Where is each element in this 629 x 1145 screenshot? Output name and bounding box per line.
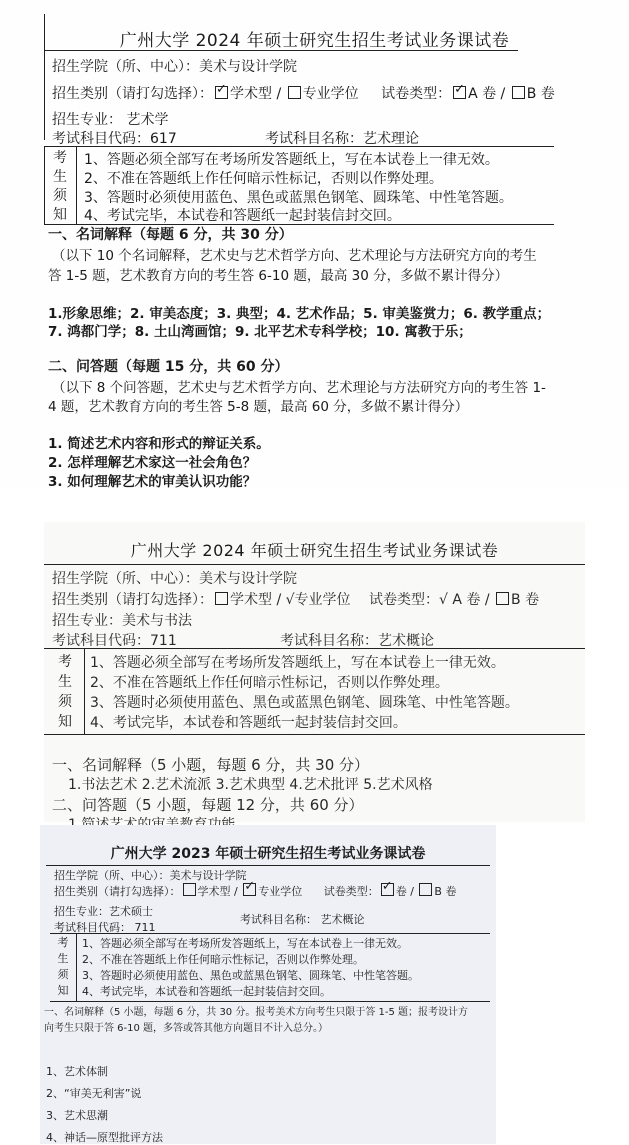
- notice-item: 2、不准在答题纸上作任何暗示性标记，否则以作弊处理。: [84, 171, 443, 187]
- subject-name: 考试科目名称： 艺术概论: [240, 913, 365, 926]
- separator: /: [272, 86, 286, 102]
- exam-paper-2024-art-introduction: [44, 522, 585, 822]
- notice-bottom-border: [44, 734, 585, 735]
- option-professional: 专业学位: [258, 885, 303, 898]
- paper-title: 广州大学 2024 年硕士研究生招生考试业务课试卷: [119, 31, 510, 51]
- section-1-instructions: 一、名词解释（5 小题，每题 6 分，共 30 分。报考美术方向考生只限于答 1-5 题；报考设计方: [44, 1007, 469, 1018]
- college-field: 招生学院（所、中心）：美术与设计学院: [54, 869, 247, 882]
- option-professional: 专业学位: [294, 592, 351, 608]
- notice-item: 3、答题时必须使用蓝色、黑色或蓝黑色钢笔、圆珠笔、中性笔答题。: [90, 695, 519, 711]
- notice-heading: 考 生 须 知: [58, 654, 72, 730]
- term-item: 3、艺术思潮: [46, 1109, 108, 1122]
- option-academic: 学术型: [197, 885, 231, 898]
- paper-b-option: B 卷: [511, 592, 540, 608]
- category-row: 招生类别（请打勾选择）： 学术型 / ✓专业学位 试卷类型：✓ 卷 / B 卷: [54, 883, 456, 899]
- question-item: 2. 怎样理解艺术家这一社会角色？: [48, 455, 257, 471]
- notice-item: 1、答题必须全部写在考场所发答题纸上，写在本试卷上一律无效。: [84, 152, 499, 168]
- subject-code: 考试科目代码： 711: [54, 921, 156, 934]
- divider: [44, 50, 518, 51]
- option-academic: 学术型: [230, 592, 272, 608]
- separator: /: [230, 885, 242, 898]
- checkbox-professional-checked[interactable]: [243, 883, 256, 896]
- checkbox-paper-a-checked[interactable]: [381, 883, 394, 896]
- notice-item: 4、考试完毕，本试卷和答题纸一起封装信封交回。: [84, 208, 401, 224]
- notice-heading: 考 生 须 知: [53, 150, 67, 223]
- checkbox-academic-checked[interactable]: [215, 86, 228, 99]
- notice-item: 1、答题必须全部写在考场所发答题纸上，写在本试卷上一律无效。: [82, 937, 408, 950]
- checkbox-paper-b[interactable]: [496, 592, 509, 605]
- paper-a-option: A 卷: [468, 86, 497, 102]
- section-1-instructions: （以下 10 个名词解释，艺术史与艺术哲学方向、艺术理论与方法研究方向的考生: [52, 248, 537, 264]
- divider: [44, 14, 45, 140]
- term-item: 4、神话—原型批评方法: [46, 1131, 163, 1144]
- checkbox-professional[interactable]: [288, 86, 301, 99]
- notice-item: 1、答题必须全部写在考场所发答题纸上，写在本试卷上一律无效。: [90, 655, 505, 671]
- section-1-instructions: 向考生只限于答 6-10 题，多答或答其他方向题目不计入总分。）: [44, 1023, 329, 1034]
- notice-item: 3、答题时必须使用蓝色、黑色或蓝黑色钢笔、圆珠笔、中性笔答题。: [82, 969, 419, 982]
- section-2-instructions: 4 题，艺术教育方向的考生答 5-8 题，最高 60 分，多做不累计得分）: [48, 399, 469, 415]
- notice-inner-border: [76, 146, 77, 224]
- subject-name: 考试科目名称：艺术理论: [265, 131, 419, 147]
- term-item: 1、艺术体制: [46, 1065, 108, 1078]
- college-field: 招生学院（所、中心）：美术与设计学院: [52, 571, 297, 587]
- exam-paper-2024-art-theory: [0, 0, 629, 488]
- notice-item: 4、考试完毕，本试卷和答题纸一起封装信封交回。: [82, 985, 331, 998]
- major-field: 招生专业：美术与书法: [52, 613, 192, 629]
- section-2-instructions: （以下 8 个问答题，艺术史与艺术哲学方向、艺术理论与方法研究方向的考生答 1-: [52, 380, 546, 396]
- notice-item: 2、不准在答题纸上作任何暗示性标记，否则以作弊处理。: [82, 953, 364, 966]
- option-academic: 学术型: [230, 86, 272, 102]
- term-item: 2、“审美无利害”说: [46, 1087, 142, 1100]
- notice-top-border: [50, 933, 490, 934]
- section-1-instructions: 答 1-5 题，艺术教育方向的考生答 6-10 题，最高 30 分，多做不累计得分）: [48, 268, 509, 284]
- checkbox-academic[interactable]: [183, 883, 196, 896]
- term-list: 1.形象思维；2. 审美态度；3. 典型；4. 艺术作品；5. 审美鉴赏力；6. 教学重点；: [48, 306, 551, 322]
- category-row: 招生类别（请打勾选择）： 学术型 / √专业学位 试卷类型：√ A 卷 / B 卷: [52, 592, 540, 608]
- exam-paper-2023-art-introduction: [40, 825, 496, 1144]
- paper-b-option: B 卷: [434, 885, 457, 898]
- question-item: 3. 如何理解艺术的审美认识功能？: [48, 474, 257, 490]
- paper-title: 广州大学 2024 年硕士研究生招生考试业务课试卷: [130, 541, 499, 560]
- notice-inner-border: [76, 933, 77, 1001]
- college-field: 招生学院（所、中心）：美术与设计学院: [52, 59, 297, 75]
- notice-left-border: [44, 146, 45, 224]
- notice-item: 3、答题时必须使用蓝色、黑色或蓝黑色钢笔、圆珠笔、中性笔答题。: [84, 190, 513, 206]
- category-label: 招生类别（请打勾选择）：: [52, 86, 213, 102]
- category-label: 招生类别（请打勾选择）：: [52, 592, 213, 608]
- notice-heading: 考 生 须 知: [57, 936, 69, 997]
- divider: [44, 564, 585, 565]
- paper-type-label: 试卷类型：: [323, 885, 379, 898]
- subject-name: 考试科目名称：艺术概论: [280, 633, 434, 649]
- divider: [46, 865, 490, 866]
- notice-inner-border: [84, 648, 85, 734]
- category-row: 招生类别（请打勾选择）：✓ 学术型 / 专业学位 试卷类型：✓ A 卷 / B 卷: [52, 83, 555, 103]
- notice-top-border: [44, 648, 585, 649]
- subject-code: 考试科目代码：711: [52, 633, 177, 649]
- section-2-title: 二、问答题（5 小题，每题 12 分，共 60 分）: [52, 796, 364, 814]
- paper-a-option: 卷: [395, 885, 407, 898]
- major-field: 招生专业：艺术硕士: [54, 905, 153, 918]
- checkbox-paper-b[interactable]: [512, 86, 525, 99]
- section-2-title: 二、问答题（每题 15 分，共 60 分）: [48, 359, 289, 375]
- checkbox-academic[interactable]: [215, 592, 228, 605]
- notice-item: 4、考试完毕，本试卷和答题纸一起封装信封交回。: [90, 715, 407, 731]
- subject-code: 考试科目代码：617: [52, 131, 177, 147]
- check-mark: √: [285, 592, 295, 608]
- major-field: 招生专业： 艺术学: [52, 112, 169, 128]
- term-list: 1.书法艺术 2.艺术流派 3.艺术典型 4.艺术批评 5.艺术风格: [68, 777, 433, 793]
- paper-a-option: √ A 卷: [439, 592, 481, 608]
- notice-item: 2、不准在答题纸上作任何暗示性标记，否则以作弊处理。: [90, 675, 449, 691]
- term-list: 7. 鸿都门学；8. 土山湾画馆；9. 北平艺术专科学校；10. 寓教于乐；: [48, 324, 472, 340]
- option-professional: 专业学位: [302, 86, 359, 102]
- question-item: 1. 简述艺术内容和形式的辩证关系。: [48, 436, 270, 452]
- paper-title: 广州大学 2023 年硕士研究生招生考试业务课试卷: [110, 846, 426, 862]
- paper-type-label: 试卷类型：: [369, 592, 439, 608]
- notice-top-border: [44, 146, 554, 147]
- separator: /: [272, 592, 286, 608]
- paper-type-label: 试卷类型：: [381, 86, 452, 102]
- checkbox-paper-a-checked[interactable]: [453, 86, 466, 99]
- section-1-title: 一、名词解释（5 小题，每题 6 分，共 30 分）: [52, 756, 370, 774]
- checkbox-paper-b[interactable]: [419, 883, 432, 896]
- notice-bottom-border: [50, 1001, 490, 1002]
- section-1-title: 一、名词解释（每题 6 分，共 30 分）: [48, 227, 293, 243]
- category-label: 招生类别（请打勾选择）：: [54, 885, 181, 898]
- paper-b-option: B 卷: [526, 86, 555, 102]
